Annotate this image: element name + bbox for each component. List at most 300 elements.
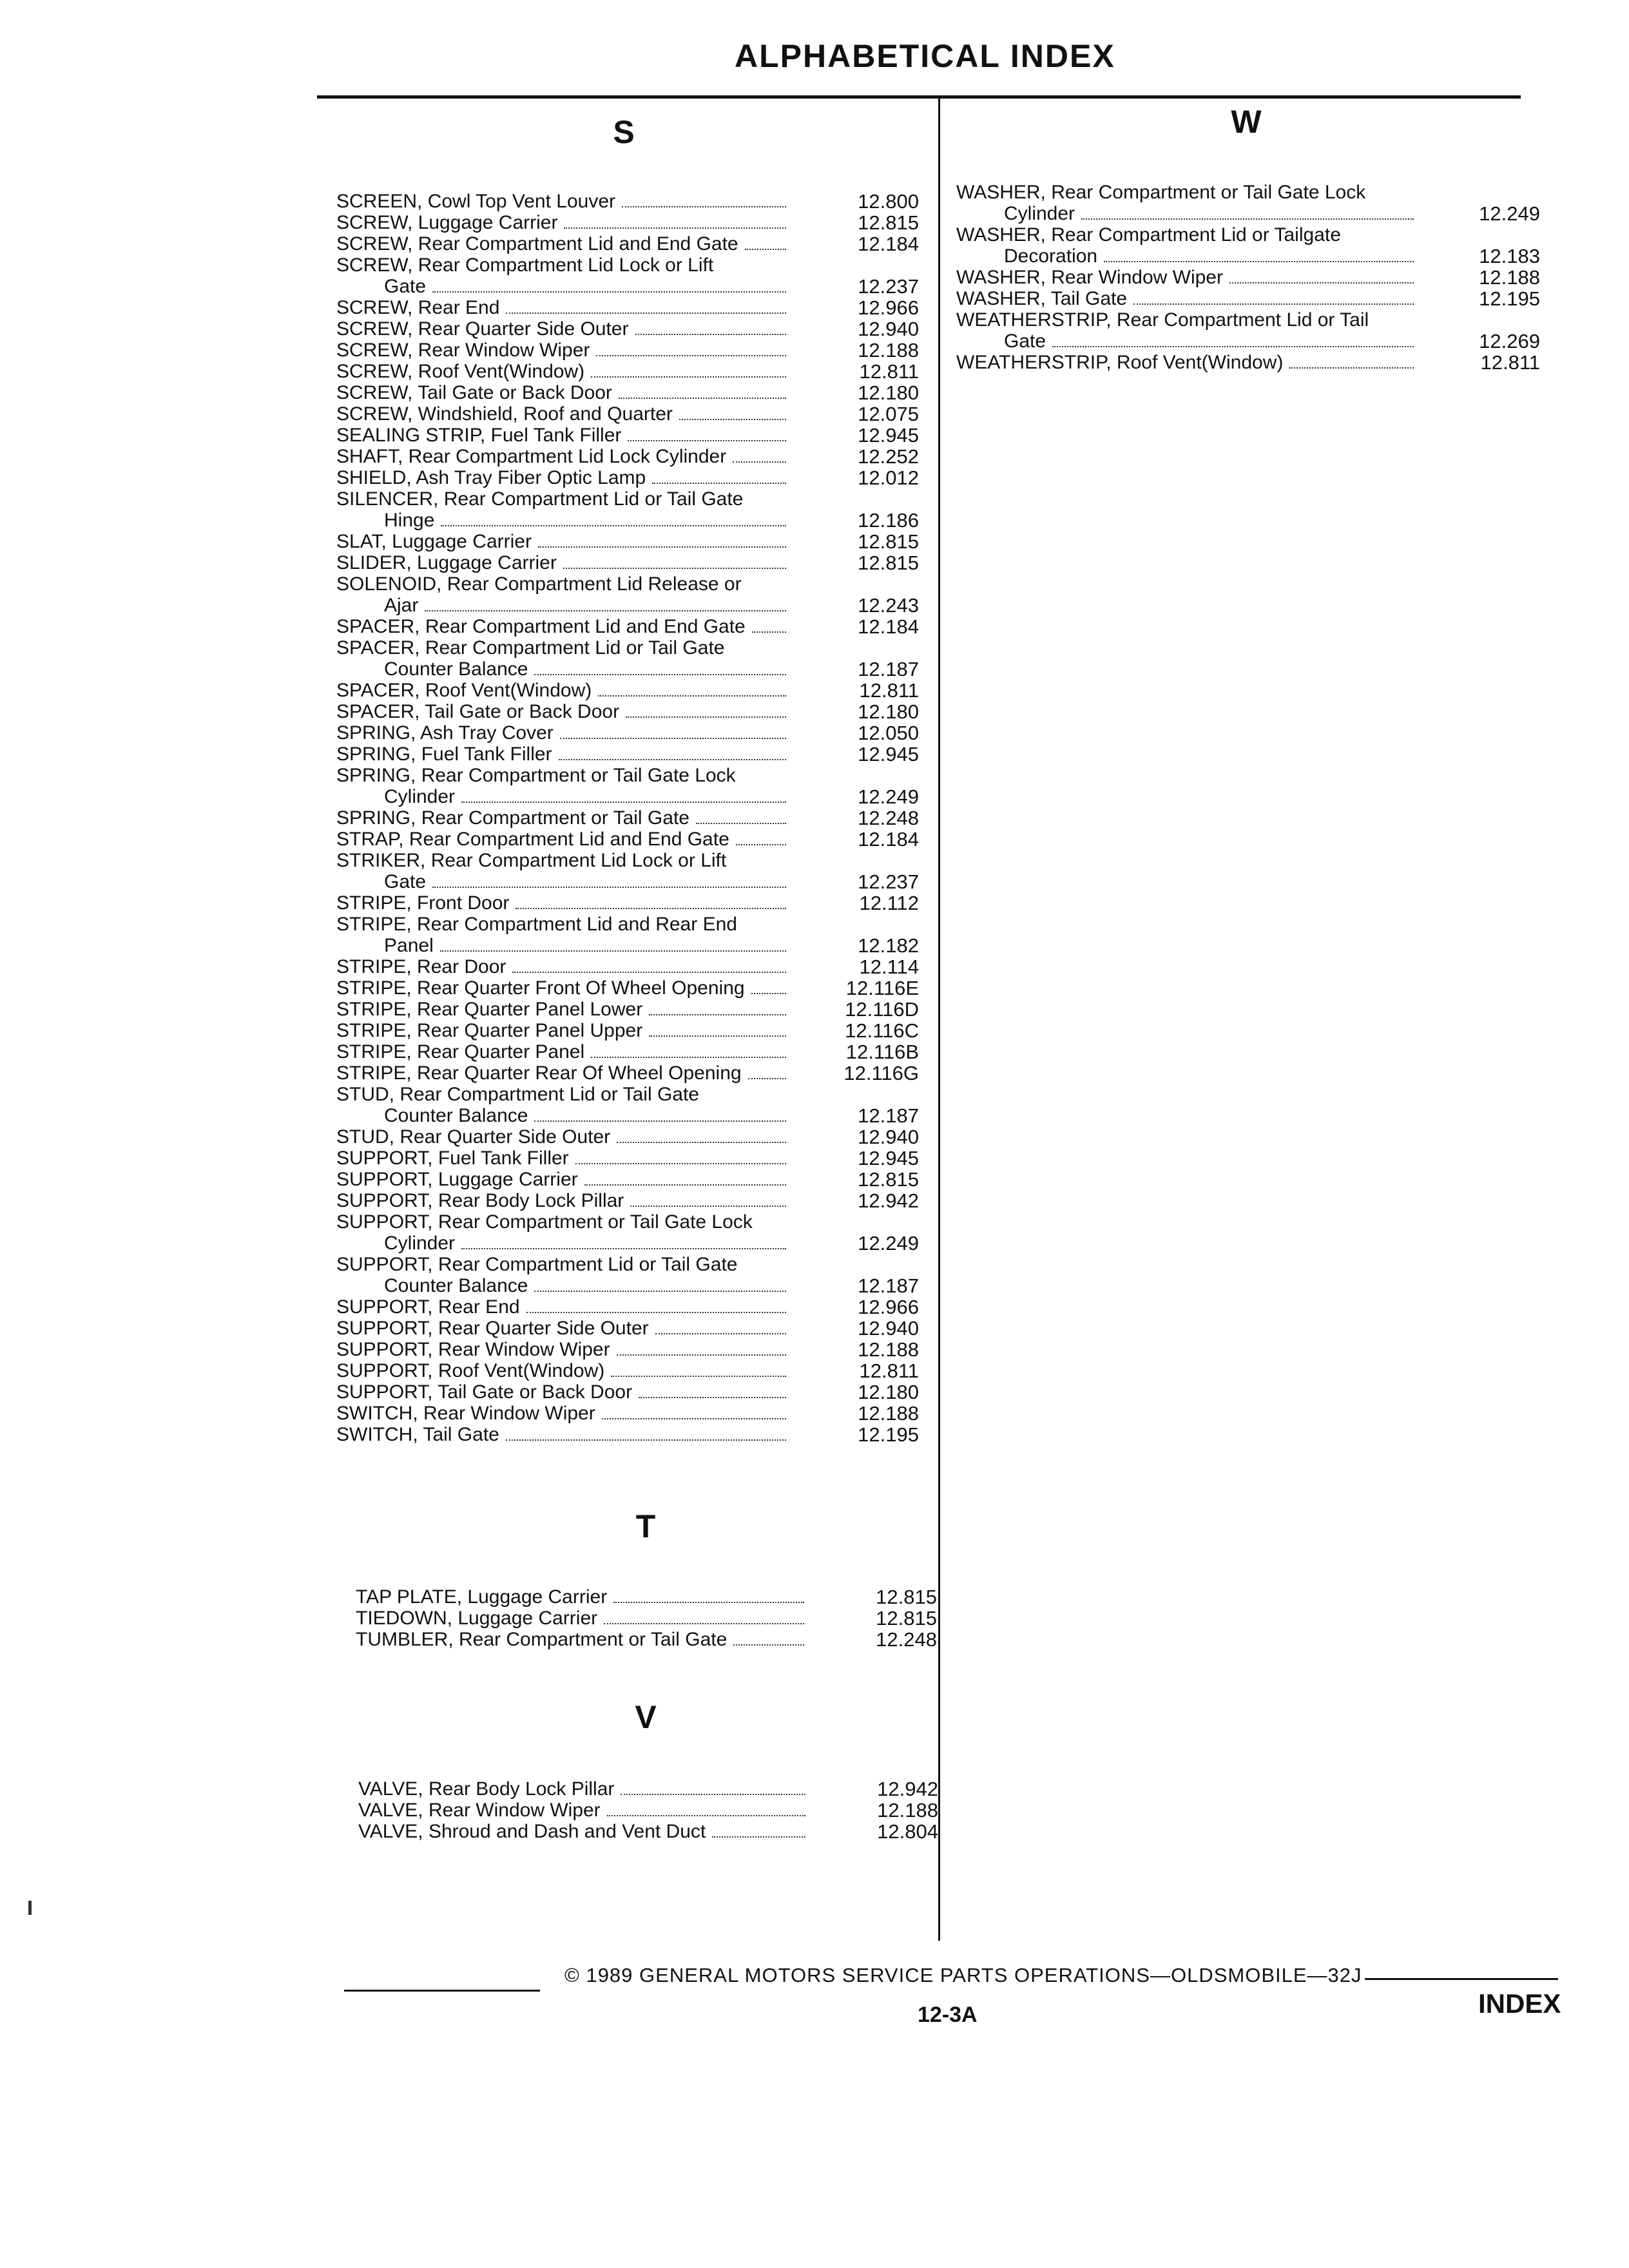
entry-line: [336, 1403, 790, 1424]
entry-continuation: Counter Balance: [384, 1105, 528, 1126]
index-entry: [336, 552, 919, 573]
entry-page-ref: 12.966: [858, 296, 919, 319]
entry-text: SUPPORT, Fuel Tank Filler: [336, 1148, 569, 1169]
entry-page-ref: 12.012: [858, 466, 919, 489]
entry-line: [336, 722, 790, 744]
entry-page-ref: 12.248: [858, 807, 919, 829]
entry-text: SPACER, Tail Gate or Back Door: [336, 701, 620, 722]
entry-text: SPRING, Rear Compartment or Tail Gate: [336, 807, 689, 829]
entry-line: [956, 267, 1418, 288]
index-entry: [956, 352, 1540, 373]
index-entry: [336, 807, 919, 829]
entry-text: TUMBLER, Rear Compartment or Tail Gate: [356, 1629, 728, 1650]
footer-section-label: INDEX: [1478, 1988, 1561, 2019]
entry-page-ref: 12.940: [858, 1317, 919, 1340]
entry-line: [356, 1586, 808, 1608]
entry-text: SOLENOID, Rear Compartment Lid Release or: [336, 573, 742, 595]
dot-leader: [617, 1141, 786, 1143]
entry-continuation-line: [956, 331, 1418, 352]
entry-page-ref: 12.815: [858, 552, 919, 574]
entry-continuation-line: [336, 510, 790, 531]
entry-line: [336, 446, 790, 467]
entry-continuation-line: [336, 1105, 790, 1126]
dot-leader: [752, 631, 786, 633]
entry-page-ref: 12.945: [858, 743, 919, 765]
entry-text: SCREW, Windshield, Roof and Quarter: [336, 403, 673, 425]
entry-line: [336, 191, 790, 212]
dot-leader: [639, 1396, 786, 1398]
entry-page-ref: 12.050: [858, 722, 919, 744]
index-entry: [356, 1629, 937, 1650]
index-entry: [336, 446, 919, 467]
entry-text: SUPPORT, Rear Compartment or Tail Gate Lock: [336, 1211, 753, 1233]
entry-line: [956, 288, 1418, 309]
dot-leader: [559, 758, 786, 760]
entry-text: STRIPE, Front Door: [336, 892, 510, 914]
entry-line: [336, 1041, 790, 1062]
entry-page-ref: 12.942: [858, 1189, 919, 1212]
index-entry: [336, 425, 919, 446]
entry-line: [336, 425, 790, 446]
entry-line: [336, 531, 790, 552]
entry-text: SCREW, Rear Window Wiper: [336, 340, 590, 361]
entry-continuation-line: [336, 1233, 790, 1254]
dot-leader: [538, 546, 786, 548]
entry-page-ref: 12.184: [858, 828, 919, 850]
index-entry: [336, 488, 919, 531]
entry-text: SILENCER, Rear Compartment Lid or Tail Gate: [336, 488, 744, 510]
dot-leader: [1104, 260, 1414, 262]
entry-page-ref: 12.188: [1479, 266, 1540, 289]
entry-text: WASHER, Tail Gate: [956, 288, 1128, 309]
dot-leader: [526, 1311, 786, 1313]
entry-page-ref: 12.815: [858, 211, 919, 234]
dot-leader: [432, 291, 786, 293]
entry-page-ref: 12.195: [1479, 287, 1540, 310]
index-list-w: [956, 182, 1540, 373]
entry-page-ref: 12.942: [877, 1778, 938, 1800]
dot-leader: [598, 695, 786, 697]
dot-leader: [736, 843, 786, 845]
index-entry: [336, 680, 919, 701]
entry-text: VALVE, Shroud and Dash and Vent Duct: [358, 1821, 706, 1842]
entry-text: SCREW, Tail Gate or Back Door: [336, 382, 612, 403]
section-letter-v: V: [635, 1699, 657, 1735]
index-entry: [336, 1020, 919, 1041]
entry-text: SCREW, Rear Compartment Lid Lock or Lift: [336, 255, 714, 276]
index-entry: [336, 531, 919, 552]
entry-page-ref: 12.945: [858, 424, 919, 447]
column-divider: [938, 98, 940, 1941]
dot-leader: [622, 206, 786, 207]
entry-line: [336, 467, 790, 488]
entry-text: STRAP, Rear Compartment Lid and End Gate: [336, 829, 729, 850]
entry-page-ref: 12.249: [858, 1232, 919, 1254]
dot-leader: [733, 1644, 804, 1646]
entry-text: STUD, Rear Quarter Side Outer: [336, 1126, 611, 1148]
entry-continuation-line: [956, 203, 1418, 224]
entry-line: [336, 212, 790, 233]
entry-line: [336, 1148, 790, 1169]
entry-text: SHIELD, Ash Tray Fiber Optic Lamp: [336, 467, 646, 488]
entry-text: SUPPORT, Luggage Carrier: [336, 1169, 578, 1190]
entry-page-ref: 12.188: [858, 339, 919, 361]
entry-continuation: Counter Balance: [384, 1275, 528, 1296]
index-entry: [336, 467, 919, 488]
entry-page-ref: 12.112: [859, 892, 919, 914]
entry-text: STRIPE, Rear Door: [336, 956, 506, 977]
entry-page-ref: 12.966: [858, 1296, 919, 1318]
entry-line: [336, 233, 790, 255]
index-entry: [336, 1381, 919, 1403]
entry-page-ref: 12.243: [858, 594, 919, 617]
index-entry: [358, 1800, 938, 1821]
dot-leader: [596, 354, 786, 356]
entry-text: SUPPORT, Rear End: [336, 1296, 520, 1318]
entry-page-ref: 12.811: [859, 1360, 919, 1382]
entry-line: [336, 318, 790, 340]
section-letter-t: T: [635, 1508, 656, 1544]
index-entry: [336, 1126, 919, 1148]
index-entry: [956, 267, 1540, 288]
index-entry: [336, 956, 919, 977]
entry-line: [358, 1800, 809, 1821]
entry-page-ref: 12.116G: [843, 1062, 919, 1084]
dot-leader: [607, 1814, 805, 1816]
index-entry: [336, 1424, 919, 1445]
entry-line: [336, 616, 790, 637]
entry-page-ref: 12.804: [877, 1820, 938, 1843]
entry-text: SHAFT, Rear Compartment Lid Lock Cylinder: [336, 446, 727, 467]
dot-leader: [635, 333, 787, 335]
entry-page-ref: 12.188: [858, 1338, 919, 1361]
entry-text: SCREW, Rear End: [336, 297, 500, 318]
entry-page-ref: 12.800: [858, 190, 919, 213]
entry-page-ref: 12.237: [858, 870, 919, 893]
entry-text: STRIKER, Rear Compartment Lid Lock or Lift: [336, 850, 727, 871]
index-entry: [336, 573, 919, 616]
dot-leader: [584, 1184, 786, 1186]
dot-leader: [748, 1077, 786, 1079]
entry-text: SUPPORT, Rear Body Lock Pillar: [336, 1190, 624, 1211]
entry-line: [336, 552, 790, 573]
dot-leader: [1289, 367, 1414, 369]
dot-leader: [621, 1793, 805, 1795]
dot-leader: [613, 1601, 804, 1603]
entry-text: STUD, Rear Compartment Lid or Tail Gate: [336, 1084, 699, 1105]
entry-line: [336, 1126, 790, 1148]
entry-text: SPRING, Rear Compartment or Tail Gate Lock: [336, 765, 736, 786]
entry-text: SCREEN, Cowl Top Vent Louver: [336, 191, 615, 212]
entry-page-ref: 12.116C: [845, 1019, 919, 1042]
entry-text: VALVE, Rear Window Wiper: [358, 1800, 601, 1821]
entry-page-ref: 12.237: [858, 275, 919, 298]
entry-continuation-line: [336, 871, 790, 892]
entry-continuation: Panel: [384, 935, 434, 956]
entry-continuation: Gate: [384, 871, 427, 892]
index-entry: [336, 701, 919, 722]
dot-leader: [461, 801, 786, 803]
dot-leader: [441, 524, 786, 526]
index-entry: [336, 1296, 919, 1318]
index-entry: [336, 361, 919, 382]
index-entry: [358, 1821, 938, 1842]
index-entry: [336, 744, 919, 765]
entry-page-ref: 12.180: [858, 381, 919, 404]
index-entry: [336, 1360, 919, 1381]
dot-leader: [611, 1375, 786, 1377]
entry-text: SUPPORT, Roof Vent(Window): [336, 1360, 605, 1381]
index-entry: [336, 255, 919, 297]
index-entry: [336, 1190, 919, 1211]
index-entry: [336, 1339, 919, 1360]
entry-text: SCREW, Rear Compartment Lid and End Gate: [336, 233, 738, 255]
entry-page-ref: 12.940: [858, 318, 919, 340]
index-entry: [356, 1608, 937, 1629]
entry-page-ref: 12.815: [876, 1607, 937, 1629]
index-entry: [336, 616, 919, 637]
entry-page-ref: 12.252: [858, 445, 919, 468]
entry-page-ref: 12.811: [859, 679, 919, 702]
index-entry: [336, 191, 919, 212]
entry-text: SWITCH, Rear Window Wiper: [336, 1403, 595, 1424]
dot-leader: [461, 1247, 786, 1249]
entry-line: [336, 1020, 790, 1041]
index-entry: [336, 892, 919, 914]
entry-text: SCREW, Roof Vent(Window): [336, 361, 585, 382]
dot-leader: [619, 397, 786, 399]
entry-text: WASHER, Rear Compartment Lid or Tailgate: [956, 224, 1341, 245]
entry-continuation-line: [336, 1275, 790, 1296]
entry-continuation: Counter Balance: [384, 658, 528, 680]
index-entry: [336, 1254, 919, 1296]
entry-page-ref: 12.811: [859, 360, 919, 383]
dot-leader: [617, 1354, 786, 1356]
section-letter-s: S: [613, 114, 635, 150]
entry-continuation: Cylinder: [384, 786, 456, 807]
index-entry: [336, 403, 919, 425]
entry-text: STRIPE, Rear Quarter Panel: [336, 1041, 585, 1062]
entry-page-ref: 12.180: [858, 700, 919, 723]
dot-leader: [591, 376, 786, 378]
entry-line: [336, 807, 790, 829]
index-entry: [358, 1778, 938, 1800]
index-entry: [336, 1211, 919, 1254]
entry-continuation-line: [336, 658, 790, 680]
index-entry: [956, 309, 1540, 352]
dot-leader: [604, 1622, 804, 1624]
index-entry: [336, 914, 919, 956]
entry-text: STRIPE, Rear Quarter Front Of Wheel Opening: [336, 977, 745, 999]
dot-leader: [534, 1120, 786, 1122]
index-entry: [336, 1148, 919, 1169]
entry-page-ref: 12.180: [858, 1381, 919, 1403]
dot-leader: [649, 1014, 786, 1015]
dot-leader: [534, 1290, 786, 1292]
entry-page-ref: 12.815: [858, 1168, 919, 1191]
entry-page-ref: 12.116B: [845, 1041, 919, 1063]
dot-leader: [1081, 218, 1414, 220]
dot-leader: [751, 992, 786, 994]
entry-text: WEATHERSTRIP, Rear Compartment Lid or Tail: [956, 309, 1369, 331]
dot-leader: [425, 610, 786, 611]
dot-leader: [745, 248, 786, 250]
entry-text: SPRING, Ash Tray Cover: [336, 722, 554, 744]
entry-line: [336, 1381, 790, 1403]
index-entry: [336, 1403, 919, 1424]
index-entry: [336, 977, 919, 999]
entry-continuation-line: [956, 245, 1418, 267]
entry-continuation: Decoration: [1004, 245, 1098, 267]
entry-text: STRIPE, Rear Quarter Panel Lower: [336, 999, 643, 1020]
entry-continuation: Gate: [1004, 331, 1046, 352]
entry-continuation: Cylinder: [1004, 203, 1075, 224]
entry-line: [336, 701, 790, 722]
index-entry: [336, 829, 919, 850]
entry-page-ref: 12.184: [858, 233, 919, 255]
dot-leader: [564, 227, 786, 229]
entry-line: [336, 382, 790, 403]
entry-page-ref: 12.114: [859, 956, 919, 978]
footer-rule-right: [1365, 1978, 1558, 1980]
entry-text: SLAT, Luggage Carrier: [336, 531, 532, 552]
entry-line: [336, 1190, 790, 1211]
entry-text: SCREW, Rear Quarter Side Outer: [336, 318, 629, 340]
dot-leader: [432, 886, 786, 888]
entry-text: STRIPE, Rear Quarter Panel Upper: [336, 1020, 643, 1041]
entry-page-ref: 12.188: [877, 1799, 938, 1821]
dot-leader: [534, 673, 786, 675]
entry-text: STRIPE, Rear Quarter Rear Of Wheel Opening: [336, 1062, 742, 1084]
entry-line: [956, 352, 1418, 373]
index-entry: [336, 850, 919, 892]
dot-leader: [696, 822, 786, 824]
entry-page-ref: 12.945: [858, 1147, 919, 1169]
index-entry: [336, 233, 919, 255]
dot-leader: [506, 312, 786, 314]
entry-text: SUPPORT, Rear Quarter Side Outer: [336, 1318, 649, 1339]
entry-line: [336, 1424, 790, 1445]
entry-line: [336, 403, 790, 425]
entry-line: [336, 1339, 790, 1360]
index-entry: [336, 1041, 919, 1062]
index-entry: [356, 1586, 937, 1608]
entry-page-ref: 12.269: [1479, 330, 1540, 352]
entry-continuation: Ajar: [384, 595, 419, 616]
index-entry: [336, 722, 919, 744]
entry-line: [356, 1629, 808, 1650]
index-entry: [956, 182, 1540, 224]
dot-leader: [516, 907, 786, 909]
entry-text: SCREW, Luggage Carrier: [336, 212, 558, 233]
entry-page-ref: 12.116E: [845, 977, 919, 999]
dot-leader: [1052, 345, 1414, 347]
entry-text: SUPPORT, Rear Window Wiper: [336, 1339, 610, 1360]
entry-text: SWITCH, Tail Gate: [336, 1424, 499, 1445]
title-rule: [317, 95, 1521, 99]
dot-leader: [626, 716, 786, 718]
entry-line: [336, 297, 790, 318]
entry-page-ref: 12.187: [858, 658, 919, 680]
entry-text: SPACER, Roof Vent(Window): [336, 680, 592, 701]
index-entry: [336, 318, 919, 340]
entry-text: SPRING, Fuel Tank Filler: [336, 744, 552, 765]
index-entry: [336, 1318, 919, 1339]
section-letter-w: W: [1231, 104, 1262, 140]
footer-rule-left: [344, 1990, 540, 1992]
entry-line: [336, 680, 790, 701]
index-entry: [336, 765, 919, 807]
entry-line: [336, 340, 790, 361]
entry-page-ref: 12.184: [858, 615, 919, 638]
dot-leader: [628, 439, 786, 441]
entry-page-ref: 12.187: [858, 1104, 919, 1127]
entry-text: SPACER, Rear Compartment Lid or Tail Gate: [336, 637, 725, 658]
entry-line: [336, 1062, 790, 1084]
dot-leader: [733, 461, 786, 463]
dot-leader: [560, 737, 786, 739]
footer-copyright: © 1989 GENERAL MOTORS SERVICE PARTS OPERATIONS—OLDSMOBILE—32J: [564, 1964, 1362, 1986]
entry-continuation: Cylinder: [384, 1233, 456, 1254]
entry-line: [336, 892, 790, 914]
dot-leader: [602, 1418, 786, 1419]
entry-page-ref: 12.187: [858, 1274, 919, 1297]
entry-page-ref: 12.248: [876, 1628, 937, 1651]
entry-continuation: Gate: [384, 276, 427, 297]
entry-page-ref: 12.249: [858, 785, 919, 808]
entry-page-ref: 12.811: [1480, 351, 1540, 374]
index-entry: [336, 340, 919, 361]
entry-page-ref: 12.815: [876, 1586, 937, 1608]
entry-continuation-line: [336, 276, 790, 297]
entry-line: [336, 829, 790, 850]
index-entry: [336, 297, 919, 318]
entry-text: SLIDER, Luggage Carrier: [336, 552, 557, 573]
dot-leader: [591, 1056, 786, 1058]
entry-line: [336, 1169, 790, 1190]
entry-line: [336, 977, 790, 999]
dot-leader: [630, 1205, 786, 1207]
dot-leader: [512, 971, 786, 973]
index-entry: [336, 637, 919, 680]
dot-leader: [575, 1162, 786, 1164]
footer-page-number: 12-3A: [918, 2003, 978, 2027]
index-entry: [956, 224, 1540, 267]
entry-line: [336, 744, 790, 765]
entry-page-ref: 12.188: [858, 1402, 919, 1425]
index-entry: [336, 1084, 919, 1126]
dot-leader: [563, 567, 786, 569]
entry-line: [358, 1821, 809, 1842]
entry-continuation-line: [336, 786, 790, 807]
entry-continuation: Hinge: [384, 510, 435, 531]
entry-page-ref: 12.116D: [845, 998, 919, 1021]
dot-leader: [652, 482, 786, 484]
entry-line: [336, 956, 790, 977]
entry-line: [358, 1778, 809, 1800]
index-entry: [336, 999, 919, 1020]
entry-text: SPACER, Rear Compartment Lid and End Gate: [336, 616, 746, 637]
entry-line: [336, 1360, 790, 1381]
entry-text: SEALING STRIP, Fuel Tank Filler: [336, 425, 622, 446]
index-entry: [336, 1062, 919, 1084]
entry-text: SUPPORT, Tail Gate or Back Door: [336, 1381, 633, 1403]
entry-line: [356, 1608, 808, 1629]
entry-text: WASHER, Rear Compartment or Tail Gate Lock: [956, 182, 1366, 203]
index-list-v: [358, 1778, 938, 1842]
page-title: ALPHABETICAL INDEX: [735, 38, 1115, 74]
entry-page-ref: 12.183: [1479, 245, 1540, 267]
